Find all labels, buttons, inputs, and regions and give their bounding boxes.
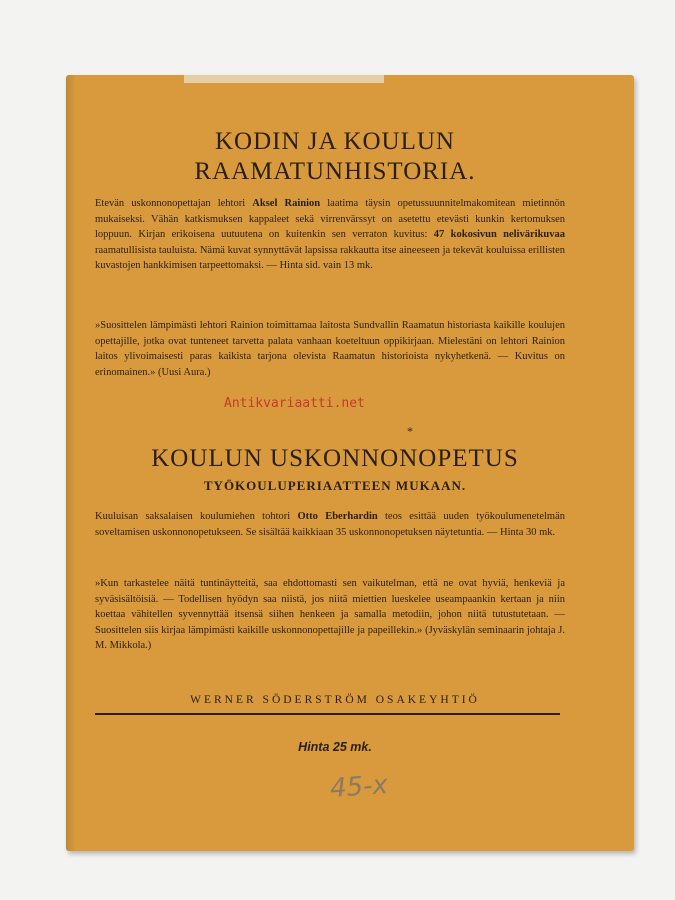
publisher-name: WERNER SÖDERSTRÖM OSAKEYHTIÖ xyxy=(190,694,480,706)
illustrations-highlight: 47 kokosivun nelivärikuvaa xyxy=(433,229,566,240)
author-name-2: Otto Eberhardin xyxy=(297,511,378,522)
section1-title-line2: RAAMATUNHISTORIA. xyxy=(194,158,476,185)
paper-label-strip xyxy=(184,75,384,83)
section2-title: KOULUN USKONNONOPETUS xyxy=(151,445,519,472)
section1-review-quote: »Suosittelen lämpimästi lehtori Rainion toimittamaa laitosta Sundvallin Raamatun historiasta kaikille koulujen opettajille, jotka ovat tunteneet tarvetta palata vanhaan koeteltuun oppikirjaan. Mielestäni on lehtori Rainion laitos ylivoimaisesti paras kaikista tarjona olevista Raamatun historioista nykyhetkenä. — Kuvitus on erinomainen.» (Uusi Aura.) xyxy=(95,320,565,378)
section1-description: Etevän uskonnonopettajan lehtori Aksel Rainion laatima täysin opetussuunnitelmakomitean mietinnön mukaiseksi. Vähän katkismuksen kappaleet sekä virrenvärssyt on asetettu etevästi kunkin kertomuksen loppuun. Kirjan erikoisena uutuutena on kuitenkin sen verraton kuvitus: 47 kokosivun nelivärikuvaa raamatullisista tauluista. Nämä kuvat synnyttävät lapsissa rakkautta itse aineeseen ja tekevät kouluissa erillisten kuvastojen hankkimisen tarpeettomaksi. — Hinta sid. vain 13 mk. xyxy=(95,198,566,271)
section-separator: * xyxy=(407,424,413,438)
price-label: Hinta 25 mk. xyxy=(298,740,372,754)
pencil-price-note: 45-x xyxy=(329,770,389,804)
section1-title-line1: KODIN JA KOULUN xyxy=(215,128,455,155)
section2-subtitle: TYÖKOULUPERIAATTEEN MUKAAN. xyxy=(203,478,467,493)
publisher-underline xyxy=(95,713,560,715)
section2-review-quote: »Kun tarkastelee näitä tuntinäytteitä, saa ehdottomasti sen vaikutelman, että ne ovat hyviä, henkeviä ja syväsisältöisiä. — Todellisen hyödyn saa niistä, jos niitä miettien lueskelee useampaankin kertaan ja niin koettaa vähitellen syvennyttää itsensä siihen henkeen ja samalla metodiin, johon niitä tutustutetaan. — Suosittelen siis kirjaa lämpimästi kaikille uskonnonopettajille ja papeillekin.» (Jyväskylän seminaarin johtaja J. M. Mikkola.) xyxy=(95,578,565,651)
section2-description: Kuuluisan saksalaisen koulumiehen tohtori Otto Eberhardin teos esittää uuden työkoulumenetelmän soveltamisen uskonnonopetukseen. Se sisältää kaikkiaan 35 uskonnonopetuksen näytetuntia. — Hinta 30 mk. xyxy=(95,511,565,538)
author-name: Aksel Rainion xyxy=(252,198,321,209)
watermark-text: Antikvariaatti.net xyxy=(224,396,365,411)
cover-edge-shadow xyxy=(66,75,76,851)
